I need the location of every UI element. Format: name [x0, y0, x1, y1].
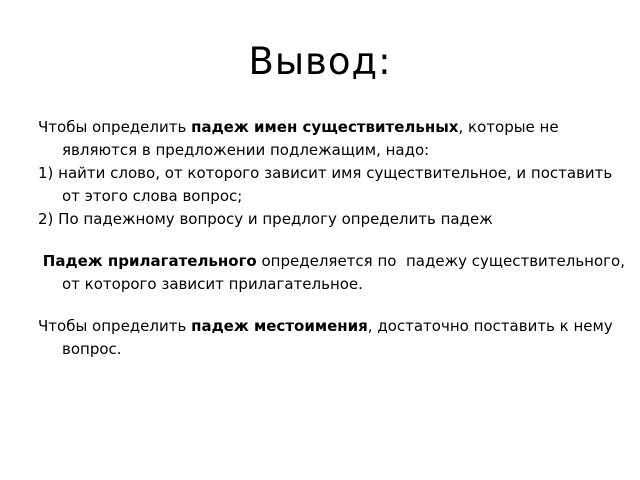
slide-title: Вывод: — [248, 40, 392, 83]
spacer — [38, 231, 628, 250]
slide-content — [38, 116, 628, 361]
p5-text-before: Чтобы определить — [38, 317, 192, 335]
spacer — [38, 296, 628, 315]
p4-text-after: определяется по падежу существительного, от которого зависит прилагательное. — [62, 252, 630, 293]
p1-bold-term: падеж имен существительных — [191, 118, 459, 136]
paragraph-step-2: 2) По падежному вопросу и предлогу определить падеж — [38, 210, 493, 228]
paragraph-noun-case — [38, 116, 628, 162]
p5-text-after: , достаточно поставить к нему вопрос. — [62, 317, 613, 358]
paragraph-pronoun-case — [38, 315, 628, 361]
p4-bold-term: Падеж прилагательного — [42, 252, 257, 270]
paragraph-adjective-case — [38, 250, 628, 296]
p1-text-after: , которые не являются в предложении подлежащим, надо: — [62, 118, 559, 159]
p5-bold-term: падеж местоимения — [191, 317, 368, 335]
paragraph-step-1: 1) найти слово, от которого зависит имя существительное, и поставить от этого слова вопрос; — [38, 164, 613, 205]
p1-text-before: Чтобы определить — [38, 118, 192, 136]
